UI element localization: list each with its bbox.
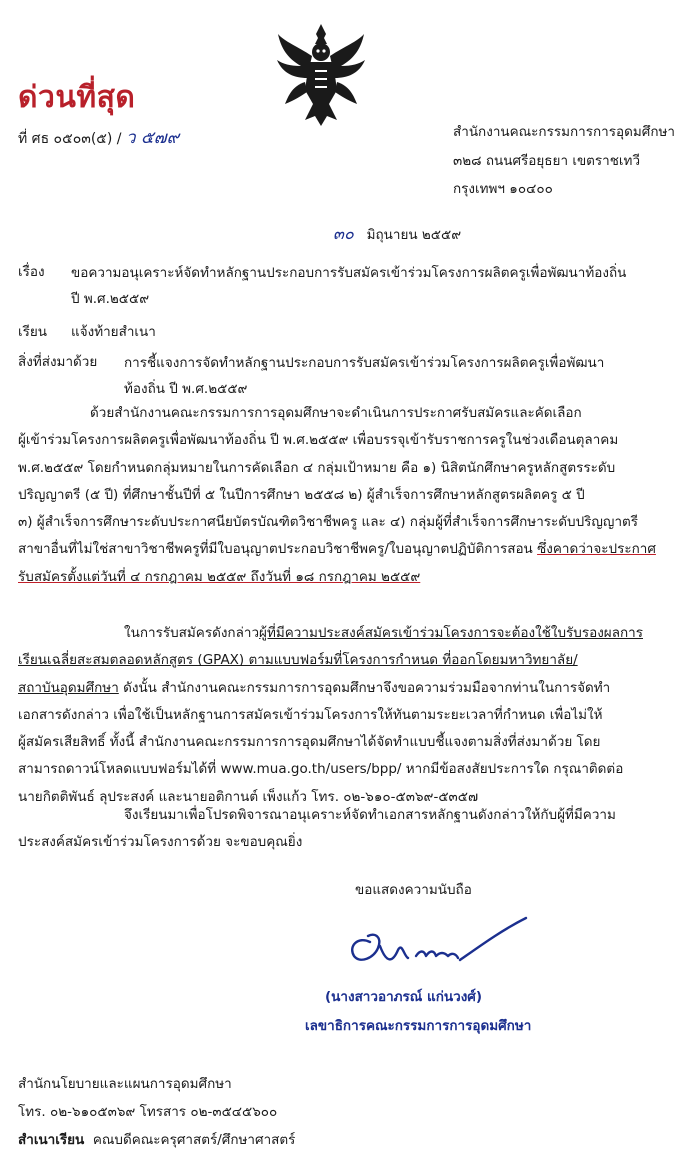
para1-line	[18, 564, 682, 591]
para2-line: เอกสารดังกล่าว เพื่อใช้เป็นหลักฐานการสมัครเข้าร่วมโครงการให้ทันตามระยะเวลาที่กำหนด เพื่อไม่ให้	[18, 706, 603, 723]
office-address: ๓๒๘ ถนนศรีอยุธยา เขตราชเทวี	[453, 153, 641, 169]
para3-line: จึงเรียนมาเพื่อโปรดพิจารณาอนุเคราะห์จัดทำเอกสารหลักฐานดังกล่าวให้กับผู้ที่มีความ	[124, 807, 616, 823]
reference-number	[18, 124, 179, 151]
copy-value: คณบดีคณะครุศาสตร์/ศึกษาศาสตร์	[92, 1132, 296, 1148]
signatory-title: เลขาธิการคณะกรรมการการอุดมศึกษา	[305, 1018, 532, 1034]
issuing-department: สำนักนโยบายและแผนการอุดมศึกษา	[18, 1076, 232, 1092]
recipient-label: เรียน	[18, 324, 48, 340]
contact-numbers: โทร. ๐๒-๖๑๐๕๓๖๙ โทรสาร ๐๒-๓๕๔๕๖๐๐	[18, 1104, 278, 1120]
enclosure-text	[124, 350, 604, 402]
para2-line1-plain: ในการรับสมัครดังกล่าว	[124, 625, 260, 641]
office-name: สำนักงานคณะกรรมการการอุดมศึกษา	[453, 124, 676, 140]
closing-salutation: ขอแสดงความนับถือ	[355, 882, 472, 898]
signatory-name: (นางสาวอาภรณ์ แก่นวงศ์)	[325, 989, 483, 1005]
urgency-label: ด่วนที่สุด	[18, 80, 136, 115]
reference-prefix: ที่ ศธ ๐๕๐๓(๕) /	[18, 131, 122, 147]
enclosure-line-2: ท้องถิ่น ปี พ.ศ.๒๕๕๙	[124, 381, 248, 397]
para2-line: สามารถดาวน์โหลดแบบฟอร์มได้ที่ www.mua.go.th/users/bpp/ หากมีข้อสงสัยประการใด กรุณาติดต่อ	[18, 761, 624, 778]
para2-line	[18, 675, 682, 702]
enclosure-line-1: การชี้แจงการจัดทำหลักฐานประกอบการรับสมัครเข้าร่วมโครงการผลิตครูเพื่อพัฒนา	[124, 355, 605, 371]
reference-handwritten-number: ว ๕๗๙	[125, 128, 180, 148]
body-paragraph-2	[18, 620, 682, 811]
recipient-value: แจ้งท้ายสำเนา	[71, 324, 156, 340]
para2-line	[18, 647, 682, 674]
handwritten-signature	[340, 912, 530, 974]
para1-line: ด้วยสำนักงานคณะกรรมการการอุดมศึกษาจะดำเนินการประกาศรับสมัครและคัดเลือก	[90, 405, 582, 421]
para2-line	[18, 620, 682, 647]
para2-line: ผู้สมัครเสียสิทธิ์ ทั้งนี้ สำนักงานคณะกรรมการการอุดมศึกษาได้จัดทำแบบชี้แจงตามสิ่งที่ส่งมาด้วย โดย	[18, 734, 601, 751]
copy-label: สำเนาเรียน	[18, 1132, 85, 1148]
garuda-emblem	[275, 20, 367, 128]
para1-line: พ.ศ.๒๕๕๙ โดยกำหนดกลุ่มหมายในการคัดเลือก ๔ กลุ่มเป้าหมาย คือ ๑) นิสิตนักศึกษาครูหลักสูตรระดับ	[18, 459, 616, 476]
letter-date	[333, 222, 461, 247]
date-day-handwritten: ๓๐	[333, 224, 354, 243]
announcement-highlight: ซึ่งคาดว่าจะประกาศ	[537, 541, 656, 558]
office-city: กรุงเทพฯ ๑๐๔๐๐	[453, 181, 553, 197]
date-month-year: มิถุนายน ๒๕๕๙	[366, 227, 462, 243]
subject-line-2: ปี พ.ศ.๒๕๕๙	[71, 291, 150, 307]
para1-line	[18, 536, 682, 563]
institution-highlight: สถาบันอุดมศึกษา	[18, 679, 119, 696]
para1-line: ผู้เข้าร่วมโครงการผลิตครูเพื่อพัฒนาท้องถิ่น ปี พ.ศ.๒๕๕๙ เพื่อบรรจุเข้ารับราชการครูในช่วงเดือนตุลาคม	[18, 432, 619, 449]
body-paragraph-3	[18, 802, 682, 857]
body-paragraph-1	[18, 400, 682, 591]
para3-line: ประสงค์สมัครเข้าร่วมโครงการด้วย จะขอบคุณยิ่ง	[18, 834, 303, 851]
subject-line-1: ขอความอนุเคราะห์จัดทำหลักฐานประกอบการรับสมัครเข้าร่วมโครงการผลิตครูเพื่อพัฒนาท้องถิ่น	[71, 265, 627, 281]
gpax-requirement-highlight: เรียนเฉลี่ยสะสมตลอดหลักสูตร (GPAX) ตามแบบฟอร์มที่โครงการกำหนด ที่ออกโดยมหาวิทยาลัย/	[18, 652, 578, 669]
para2-line: นายกิตติพันธ์ ลุประสงค์ และนายอติกานต์ เพ็งแก้ว โทร. ๐๒-๖๑๐-๕๓๖๙-๕๓๕๗	[18, 788, 479, 805]
para2-line3-plain: ดังนั้น สำนักงานคณะกรรมการการอุดมศึกษาจึงขอความร่วมมือจากท่านในการจัดทำ	[118, 679, 611, 696]
para1-line6-plain: สาขาอื่นที่ไม่ใช่สาขาวิชาชีพครูที่มีใบอนุญาตประกอบวิชาชีพครู/ใบอนุญาตปฏิบัติการสอน	[18, 541, 538, 558]
subject-label: เรื่อง	[18, 264, 45, 280]
gpax-requirement-highlight: ผู้ที่มีความประสงค์สมัครเข้าร่วมโครงการจะต้องใช้ใบรับรองผลการ	[259, 625, 643, 641]
enclosure-label: สิ่งที่ส่งมาด้วย	[18, 354, 98, 370]
copy-recipients	[18, 1128, 295, 1150]
subject-text	[71, 260, 626, 312]
application-period-highlight: รับสมัครตั้งแต่วันที่ ๔ กรกฎาคม ๒๕๕๙ ถึงวันที่ ๑๘ กรกฎาคม ๒๕๕๙	[18, 568, 421, 585]
para1-line: ๓) ผู้สำเร็จการศึกษาระดับประกาศนียบัตรบัณฑิตวิชาชีพครู และ ๔) กลุ่มผู้ที่สำเร็จการศึกษาระดับปริญญาตรี	[18, 514, 639, 531]
para1-line: ปริญญาตรี (๕ ปี) ที่ศึกษาชั้นปีที่ ๕ ในปีการศึกษา ๒๕๕๘ ๒) ผู้สำเร็จการศึกษาหลักสูตรผลิตครู ๕ ปี	[18, 486, 585, 503]
